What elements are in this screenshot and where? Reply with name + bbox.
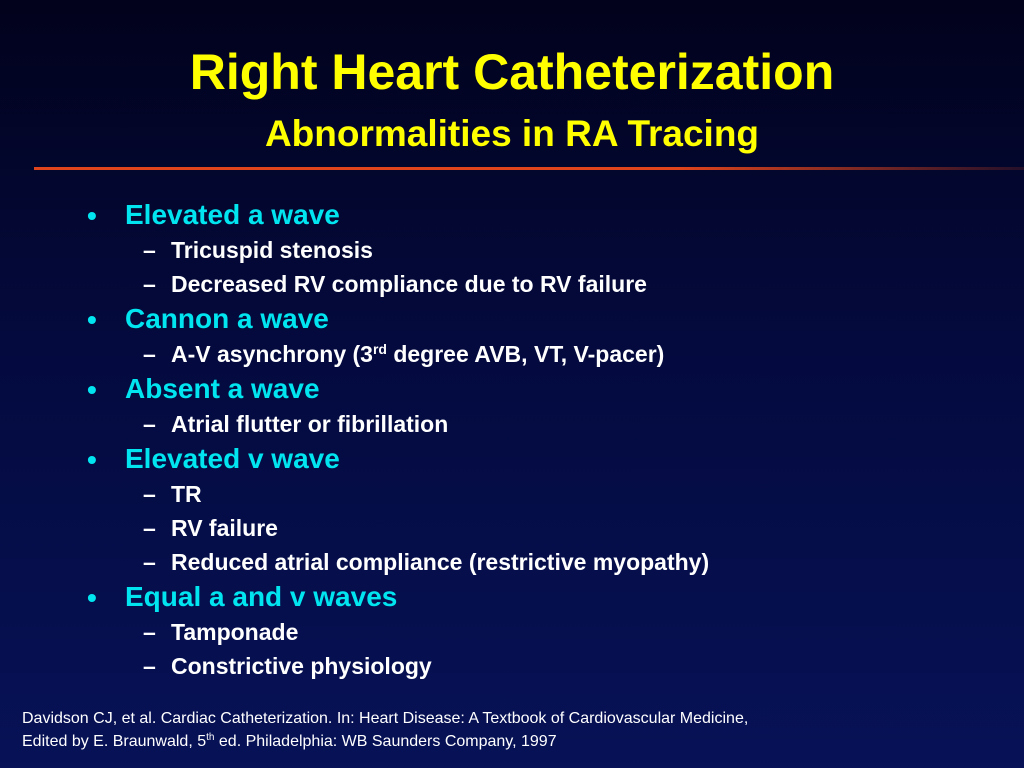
bullet-item xyxy=(0,301,1024,337)
sub-bullet-item xyxy=(0,407,1024,441)
bullet-label: Cannon a wave xyxy=(125,303,329,334)
bullet-item xyxy=(0,579,1024,615)
sub-bullet-label: Reduced atrial compliance (restrictive myopathy) xyxy=(171,549,710,575)
sub-bullet-label: Decreased RV compliance due to RV failure xyxy=(171,271,647,297)
sub-text-part: degree AVB, VT, V-pacer) xyxy=(386,341,665,367)
sub-bullet-marker: – xyxy=(143,237,156,263)
sub-bullet-item xyxy=(0,233,1024,267)
sub-bullet-marker: – xyxy=(143,341,156,367)
bullet-marker: • xyxy=(87,444,97,475)
sub-text-part: A-V asynchrony (3 xyxy=(171,341,373,367)
sub-bullet-marker: – xyxy=(143,481,156,507)
bullet-marker: • xyxy=(87,200,97,231)
sub-bullet-item xyxy=(0,545,1024,579)
sub-bullet-item xyxy=(0,649,1024,683)
citation-line xyxy=(22,730,1012,753)
sub-bullet-label: Constrictive physiology xyxy=(171,653,432,679)
sub-bullet-label: Tamponade xyxy=(171,619,299,645)
sub-bullet-marker: – xyxy=(143,271,156,297)
bullet-item xyxy=(0,371,1024,407)
sub-bullet-marker: – xyxy=(143,619,156,645)
sub-bullet-marker: – xyxy=(143,653,156,679)
bullet-marker: • xyxy=(87,304,97,335)
sub-bullet-item xyxy=(0,337,1024,371)
sub-bullet-label: TR xyxy=(171,481,202,507)
superscript: th xyxy=(206,732,215,743)
citation-text-part: ed. Philadelphia: WB Saunders Company, 1997 xyxy=(214,733,557,750)
bullet-label: Elevated v wave xyxy=(125,443,340,474)
sub-bullet-item xyxy=(0,615,1024,649)
sub-bullet-label: RV failure xyxy=(171,515,278,541)
bullet-marker: • xyxy=(87,582,97,613)
superscript: rd xyxy=(372,341,387,357)
bullet-marker: • xyxy=(87,374,97,405)
title-divider xyxy=(34,167,1024,170)
bullet-item xyxy=(0,197,1024,233)
citation xyxy=(22,707,1012,753)
citation-line: Davidson CJ, et al. Cardiac Catheterization. In: Heart Disease: A Textbook of Cardiovascular Medicine, xyxy=(22,710,749,727)
slide-title: Right Heart Catheterization xyxy=(189,44,835,100)
bullet-label: Equal a and v waves xyxy=(125,581,398,612)
sub-bullet-marker: – xyxy=(143,411,156,437)
sub-bullet-item xyxy=(0,267,1024,301)
slide-subtitle: Abnormalities in RA Tracing xyxy=(264,113,760,154)
bullet-label: Elevated a wave xyxy=(125,199,340,230)
sub-bullet-item xyxy=(0,477,1024,511)
citation-text-part: Edited by E. Braunwald, 5 xyxy=(22,733,207,750)
sub-bullet-label: Atrial flutter or fibrillation xyxy=(171,411,449,437)
bullet-list xyxy=(0,197,1024,683)
sub-bullet-label xyxy=(171,340,664,368)
sub-bullet-item xyxy=(0,511,1024,545)
sub-bullet-label: Tricuspid stenosis xyxy=(171,237,373,263)
bullet-item xyxy=(0,441,1024,477)
sub-bullet-marker: – xyxy=(143,515,156,541)
sub-bullet-marker: – xyxy=(143,549,156,575)
bullet-label: Absent a wave xyxy=(125,373,320,404)
